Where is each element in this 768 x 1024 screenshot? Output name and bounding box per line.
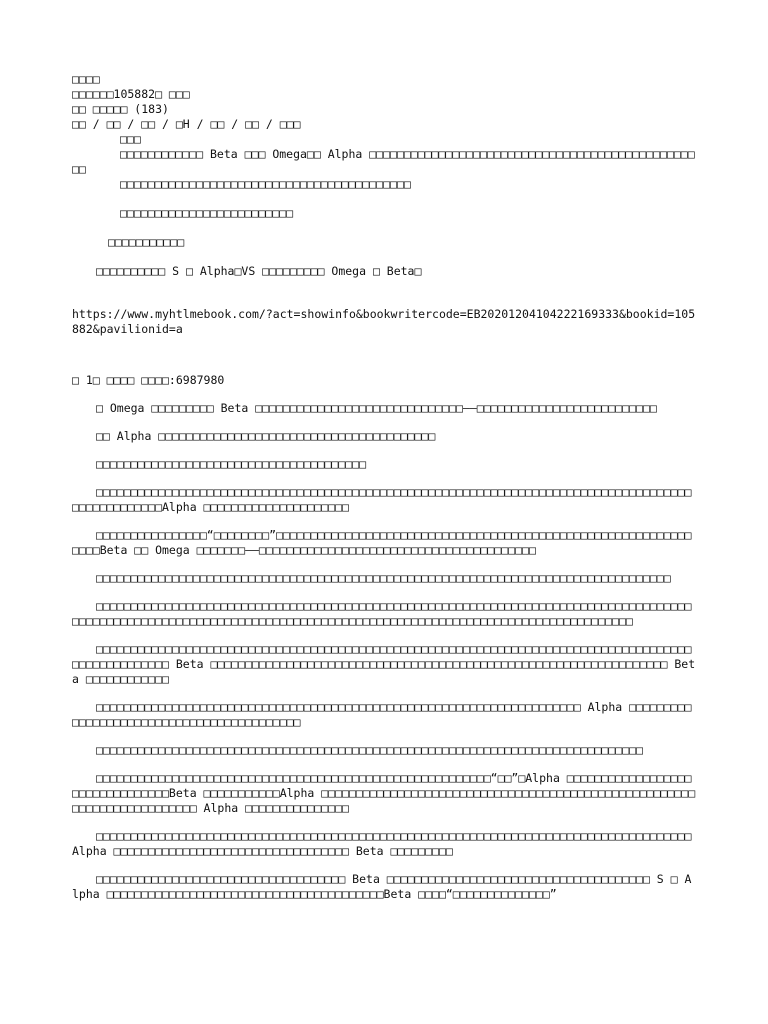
chapter-paragraph: □□□□□□□□□□□□□□□□□□□□□□□□□□□□□□□□□□□□□□□□□□□□□□□□□□□□□□□□□□□□□□□□□□□□□□□□□□□□□□□□□□□ <box>96 571 671 585</box>
notes-block <box>72 206 696 279</box>
note-line-1: □□□□□□□□□□□□□□□□□□□□□□□□□ <box>120 206 294 220</box>
chapter-paragraph: □□□□□□□□□□□□□□□□□□□□□□□□□□□□□□□□□□□□□□□□□□□□□□□□□□□□□□□□□□□□□□□□□□□□□□□□□□□□□□□□□□□□□□ Alpha □□□□□□□□□□□□□□□□□□□□□□□□□□□□□□□□□□ Beta □□□□□□□□□ <box>72 829 692 858</box>
note-line-2: □□□□□□□□□□□ <box>108 235 185 249</box>
chapter-paragraph: □□□□□□□□□□□□□□□□□□□□□□□□□□□□□□□□□□□□□□□□□□□□□□□□□□□□□□□□□□□□□□□□□□□□□□□□□□□□□□□ <box>96 743 643 757</box>
book-stats-line: □□ □□□□□ (183) <box>72 102 169 116</box>
chapter-paragraph: □□□□□□□□□□□□□□□□□□□□□□□□□□□□□□□□□□□□□□□□□□□□□□□□□□□□□□□□□□□□□□□□□□□□□□ Alpha □□□□□□□□□□□□□□□□□□□□□□□□□□□□□□□□□□□□□□□□□□ <box>72 700 692 729</box>
chapter-paragraph: □ Omega □□□□□□□□□ Beta □□□□□□□□□□□□□□□□□□□□□□□□□□□□□□——□□□□□□□□□□□□□□□□□□□□□□□□□□ <box>96 401 657 415</box>
book-header <box>72 72 696 132</box>
chapter-paragraph: □□□□□□□□□□□□□□□□□□□□□□□□□□□□□□□□□□□□□□□□□□□□□□□□□□□□□□□□□□□□□□□□□□□□□□□□□□□□□□□□□□□□□□□□□□□□□□□□□□□□□□□□□□□□□□□□□□□□□□□□□□□□□□□□□□□□□□□□□□□□□□□□□□□□□□□□□□□□□□□□□□□□□□□ <box>72 599 692 628</box>
chapter-paragraph: □□□□□□□□□□□□□□□□□□□□□□□□□□□□□□□□□□□□□□□□□□□□□□□□□□□□□□□□□□□□□□□□□□□□□□□□□□□□□□□□□□□□□□□□□□□□□□□□□□□□ Beta □□□□□□□□□□□□□□□□□□□□□□□□□□□□□□□□□□□□□□□□□□□□□□□□□□□□□□□□□□□□□□□□□□ Beta □□□□□□□□□□□□ <box>72 642 696 686</box>
chapter-paragraph: □□□□□□□□□□□□□□□□□□□□□□□□□□□□□□□□□□□□□□□□□□□□□□□□□□□□□□□□□□□□□□□□□□□□□□□□□□□□□□□□□□□□□□□□□□□□□□□□□□□Alpha □□□□□□□□□□□□□□□□□□□□□ <box>72 485 692 514</box>
chapter-paragraph: □□□□□□□□□□□□□□□□□□□□□□□□□□□□□□□□□□□□□□□ <box>96 457 367 471</box>
book-id-line: □□□□□□105882□ □□□ <box>72 87 190 101</box>
summary-text-2: □□□□□□□□□□□□□□□□□□□□□□□□□□□□□□□□□□□□□□□□□□ <box>120 177 411 191</box>
book-tags-line: □□ / □□ / □□ / □H / □□ / □□ / □□□ <box>72 117 301 131</box>
chapter-paragraph: □□ Alpha □□□□□□□□□□□□□□□□□□□□□□□□□□□□□□□□□□□□□□□□ <box>96 429 436 443</box>
book-summary <box>72 132 696 192</box>
chapter-paragraph: □□□□□□□□□□□□□□□□□□□□□□□□□□□□□□□□□□□□□□□□□□□□□□□□□□□□□□□□□“□□”□Alpha □□□□□□□□□□□□□□□□□□□□□□□□□□□□□□□□Beta □□□□□□□□□□□Alpha □□□□□□□□□□□□□□□□□□□□□□□□□□□□□□□□□□□□□□□□□□□□□□□□□□□□□□□□□□□□□□□□□□□□□□□□ Alpha □□□□□□□□□□□□□□□ <box>72 771 696 815</box>
document-page <box>72 72 696 915</box>
book-title: □□□□ <box>72 72 100 86</box>
summary-label: □□□ <box>120 132 141 146</box>
chapter-paragraph: □□□□□□□□□□□□□□□□□□□□□□□□□□□□□□□□□□□□ Beta □□□□□□□□□□□□□□□□□□□□□□□□□□□□□□□□□□□□□□ S □ Alpha □□□□□□□□□□□□□□□□□□□□□□□□□□□□□□□□□□□□□□□□Beta □□□□“□□□□□□□□□□□□□□” <box>72 872 692 901</box>
chapter-paragraph: □□□□□□□□□□□□□□□□“□□□□□□□□”□□□□□□□□□□□□□□□□□□□□□□□□□□□□□□□□□□□□□□□□□□□□□□□□□□□□□□□□□□□□□□□□Beta □□ Omega □□□□□□□——□□□□□□□□□□□□□□□□□□□□□□□□□□□□□□□□□□□□□□□□ <box>72 528 692 557</box>
chapter-body <box>72 401 696 902</box>
chapter-heading: □ 1□ □□□□ □□□□:6987980 <box>72 373 225 387</box>
summary-text-1: □□□□□□□□□□□□ Beta □□□ Omega□□ Alpha □□□□□□□□□□□□□□□□□□□□□□□□□□□□□□□□□□□□□□□□□□□□□□□□□ <box>72 147 695 176</box>
note-line-3: □□□□□□□□□□ S □ Alpha□VS □□□□□□□□□ Omega □ Beta□ <box>96 264 422 278</box>
source-url: https://www.myhtlmebook.com/?act=showinfo&bookwritercode=EB20201204104222169333&bookid=105882&pavilionid=a <box>72 307 696 336</box>
